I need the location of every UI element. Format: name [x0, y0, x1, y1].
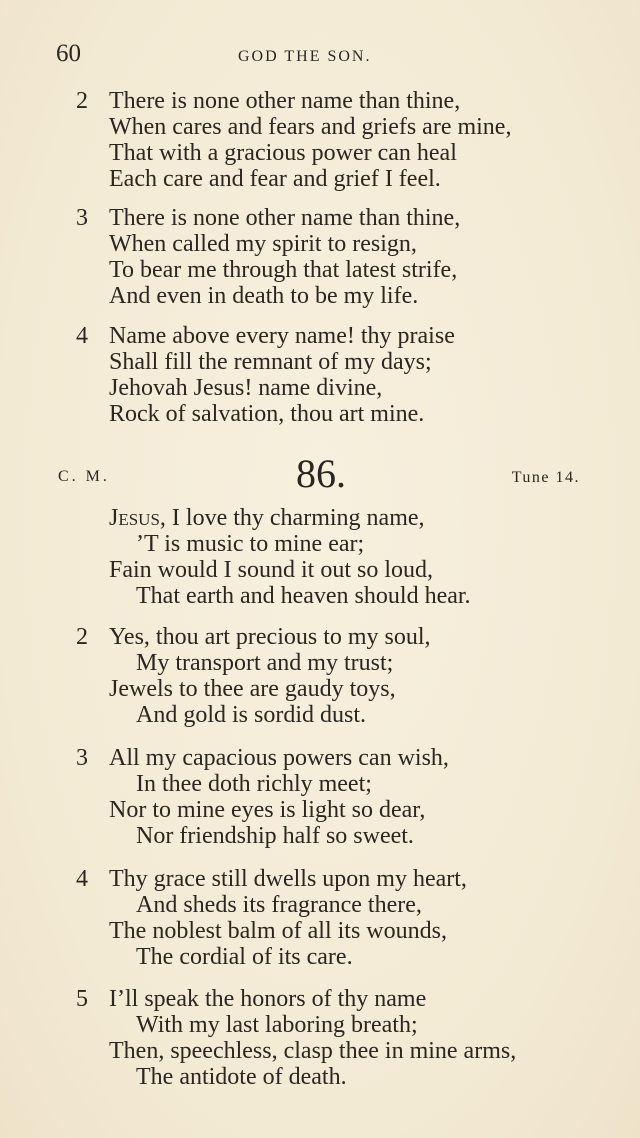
verse-line: Yes, thou art precious to my soul,	[109, 624, 431, 650]
verse-line: When called my spirit to resign,	[109, 231, 417, 257]
verse-line: There is none other name than thine,	[109, 88, 461, 114]
running-head: GOD THE SON.	[238, 48, 372, 65]
verse-line: And even in death to be my life.	[109, 283, 419, 309]
continued-hymn	[76, 88, 596, 192]
verse-line: I’ll speak the honors of thy name	[109, 986, 427, 1012]
verse-line: Rock of salvation, thou art mine.	[109, 401, 425, 427]
hymn-86-stanza-3	[76, 745, 596, 849]
stanza-5	[76, 986, 596, 1090]
verse-line: Jewels to thee are gaudy toys,	[109, 676, 396, 702]
verse-line: In thee doth richly meet;	[136, 771, 372, 797]
verse-line: With my last laboring breath;	[136, 1012, 418, 1038]
verse-line-rest: I love thy charming name,	[171, 505, 425, 531]
hymn-86-stanza-4	[76, 866, 596, 970]
hymn-86-stanza-1	[76, 505, 596, 609]
verse-line: The antidote of death.	[136, 1064, 347, 1090]
verse-line: Then, speechless, clasp thee in mine arms,	[109, 1038, 517, 1064]
verse-line: Name above every name! thy praise	[109, 323, 455, 349]
meter-label: C. M.	[58, 468, 110, 485]
verse-line: My transport and my trust;	[136, 650, 394, 676]
page-header	[56, 40, 584, 74]
verse-line: When cares and fears and griefs are mine,	[109, 114, 512, 140]
verse-line: To bear me through that latest strife,	[109, 257, 458, 283]
verse-line	[109, 505, 596, 531]
stanza-number: 2	[76, 624, 88, 650]
stanza-number: 5	[76, 986, 88, 1012]
hymn-number: 86.	[296, 451, 346, 496]
verse-line: Jehovah Jesus! name divine,	[109, 375, 383, 401]
stanza-4	[76, 866, 596, 970]
verse-line: The noblest balm of all its wounds,	[109, 918, 447, 944]
stanza-2	[76, 88, 596, 192]
stanza-number: 2	[76, 88, 88, 114]
continued-hymn-stanza-3	[76, 205, 596, 309]
verse-line: Thy grace still dwells upon my heart,	[109, 866, 467, 892]
page-number: 60	[56, 40, 81, 67]
verse-line: And sheds its fragrance there,	[136, 892, 422, 918]
verse-line: That with a gracious power can heal	[109, 140, 457, 166]
stanza-number: 4	[76, 866, 88, 892]
tune-label: Tune 14.	[511, 469, 580, 486]
continued-hymn-stanza-4	[76, 323, 596, 427]
stanza-4	[76, 323, 596, 427]
verse-line: Each care and fear and grief I feel.	[109, 166, 441, 192]
verse-line: The cordial of its care.	[136, 944, 353, 970]
verse-line: Nor to mine eyes is light so dear,	[109, 797, 426, 823]
verse-line: Shall fill the remnant of my days;	[109, 349, 432, 375]
stanza-number: 3	[76, 205, 88, 231]
stanza-3	[76, 205, 596, 309]
verse-line: Nor friendship half so sweet.	[136, 823, 414, 849]
hymn-86-stanza-5	[76, 986, 596, 1090]
first-word: Jesus,	[109, 505, 166, 531]
verse-line: ’T is music to mine ear;	[136, 531, 365, 557]
verse-line: There is none other name than thine,	[109, 205, 461, 231]
hymn-86-stanza-2	[76, 624, 596, 728]
verse-line: And gold is sordid dust.	[136, 702, 367, 728]
verse-line: That earth and heaven should hear.	[136, 583, 471, 609]
stanza-number: 3	[76, 745, 88, 771]
verse-line: Fain would I sound it out so loud,	[109, 557, 434, 583]
stanza-1	[76, 505, 596, 609]
stanza-3	[76, 745, 596, 849]
verse-line: All my capacious powers can wish,	[109, 745, 449, 771]
hymn-heading	[56, 450, 580, 498]
stanza-number: 4	[76, 323, 88, 349]
stanza-2	[76, 624, 596, 728]
